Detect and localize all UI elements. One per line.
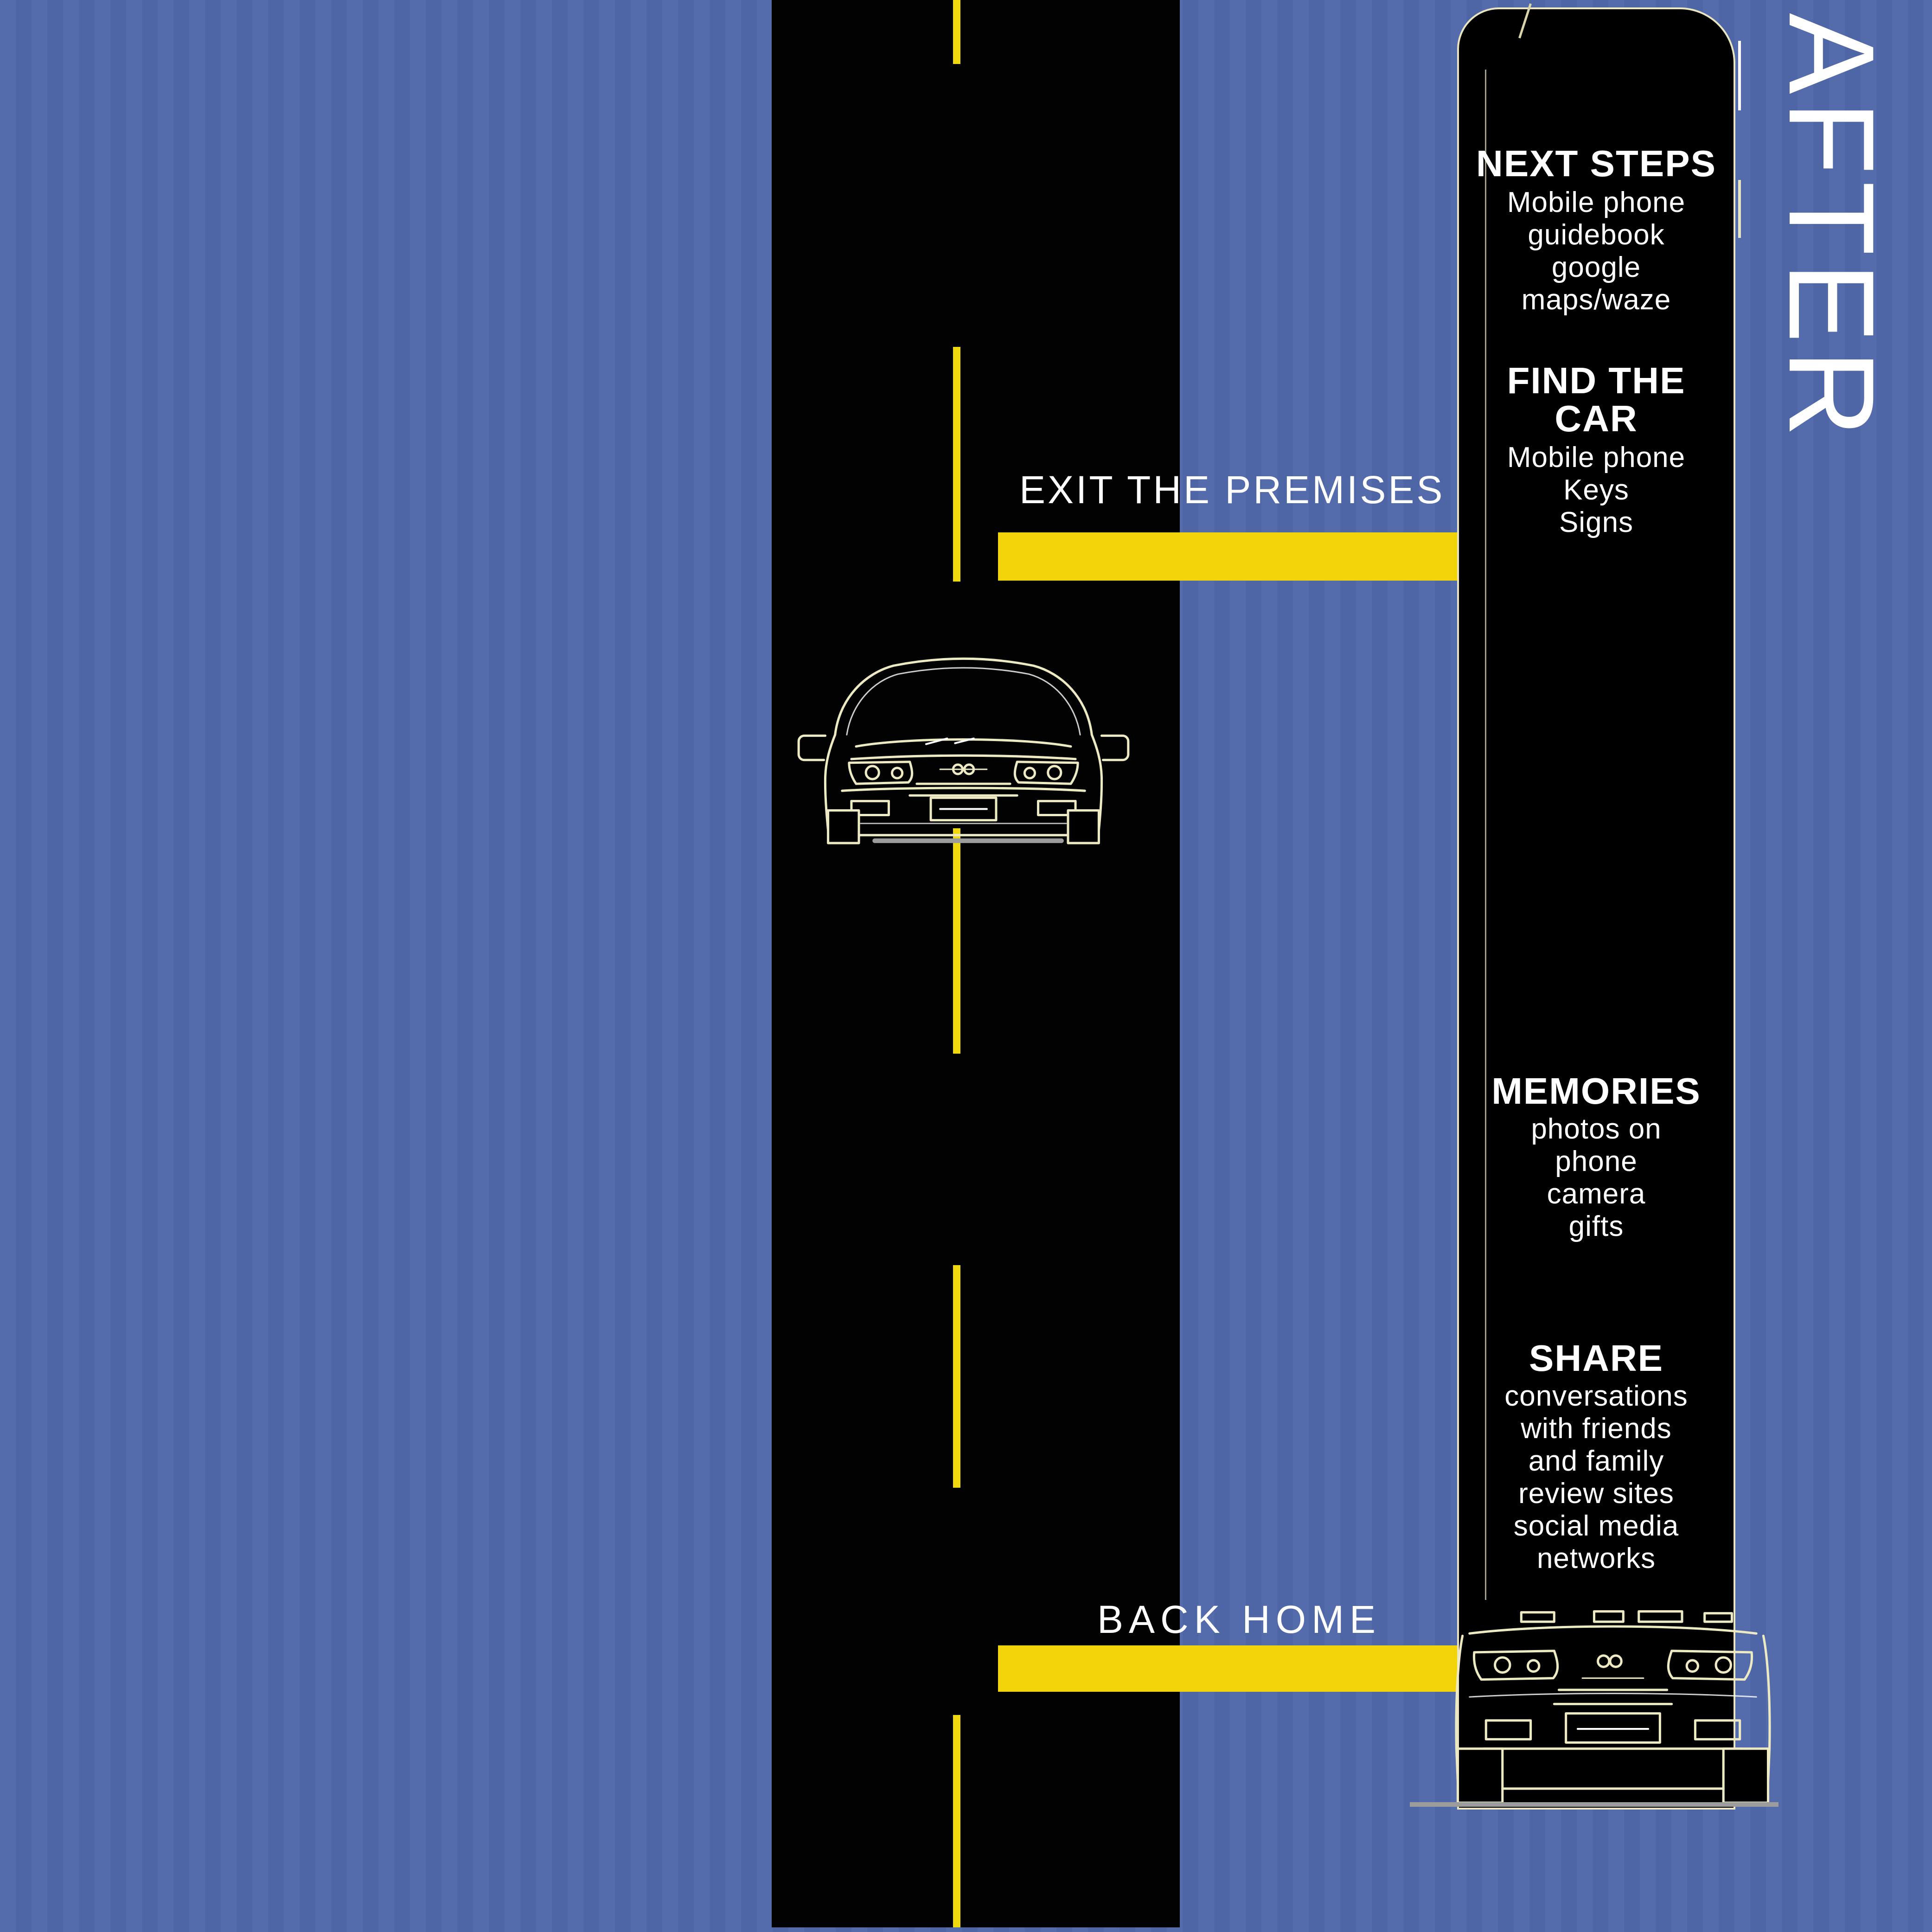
section-heading-find-the-car xyxy=(1465,362,1728,438)
section-item: camera xyxy=(1547,1178,1646,1210)
section-item: google xyxy=(1551,251,1641,283)
phase-label-after: AFTER xyxy=(1764,13,1900,444)
section-item: and family xyxy=(1528,1445,1664,1477)
section-item: with friends xyxy=(1521,1413,1672,1445)
road-center-dash xyxy=(953,0,960,64)
road-center-dash xyxy=(953,1265,960,1488)
section-item: Signs xyxy=(1559,506,1634,538)
journey-bar-back xyxy=(998,1645,1462,1692)
section-items-next-steps xyxy=(1465,186,1728,316)
column-edge-highlight xyxy=(1738,180,1741,238)
section-heading-next-steps xyxy=(1465,145,1728,183)
section-item: Mobile phone xyxy=(1507,186,1686,218)
stage-label-back-home: BACK HOME xyxy=(1097,1598,1382,1641)
section-item: social media xyxy=(1513,1510,1679,1542)
section-item: Mobile phone xyxy=(1507,441,1686,473)
heading-line: NEXT STEPS xyxy=(1476,143,1716,184)
column-edge-highlight xyxy=(1738,41,1741,110)
heading-line: SHARE xyxy=(1529,1337,1664,1379)
road-center-dash xyxy=(953,347,960,582)
heading-line: CAR xyxy=(1555,398,1638,439)
stage-label-exit-the-premises: EXIT THE PREMISES xyxy=(1019,468,1445,512)
section-item: conversations xyxy=(1504,1380,1688,1412)
section-item: networks xyxy=(1536,1542,1656,1574)
car-front-icon xyxy=(1441,1606,1785,1812)
section-heading-memories xyxy=(1465,1072,1728,1110)
section-item: maps/waze xyxy=(1521,284,1671,316)
ground-baseline xyxy=(1410,1802,1778,1807)
heading-line: FIND THE xyxy=(1507,360,1686,401)
road-center-dash xyxy=(953,828,960,1054)
road-center-dash xyxy=(953,1715,960,1927)
section-heading-share xyxy=(1465,1339,1728,1377)
section-item: gifts xyxy=(1568,1210,1624,1242)
section-items-share xyxy=(1465,1380,1728,1575)
section-item: photos on xyxy=(1531,1113,1662,1145)
section-item: phone xyxy=(1555,1145,1638,1177)
heading-line: MEMORIES xyxy=(1491,1070,1701,1112)
section-item: guidebook xyxy=(1528,219,1665,251)
section-item: review sites xyxy=(1518,1478,1674,1510)
journey-bar-exit xyxy=(998,532,1462,581)
car-front-icon xyxy=(786,636,1141,847)
section-items-memories xyxy=(1465,1113,1728,1243)
section-item: Keys xyxy=(1563,474,1629,506)
section-items-find-the-car xyxy=(1465,441,1728,539)
